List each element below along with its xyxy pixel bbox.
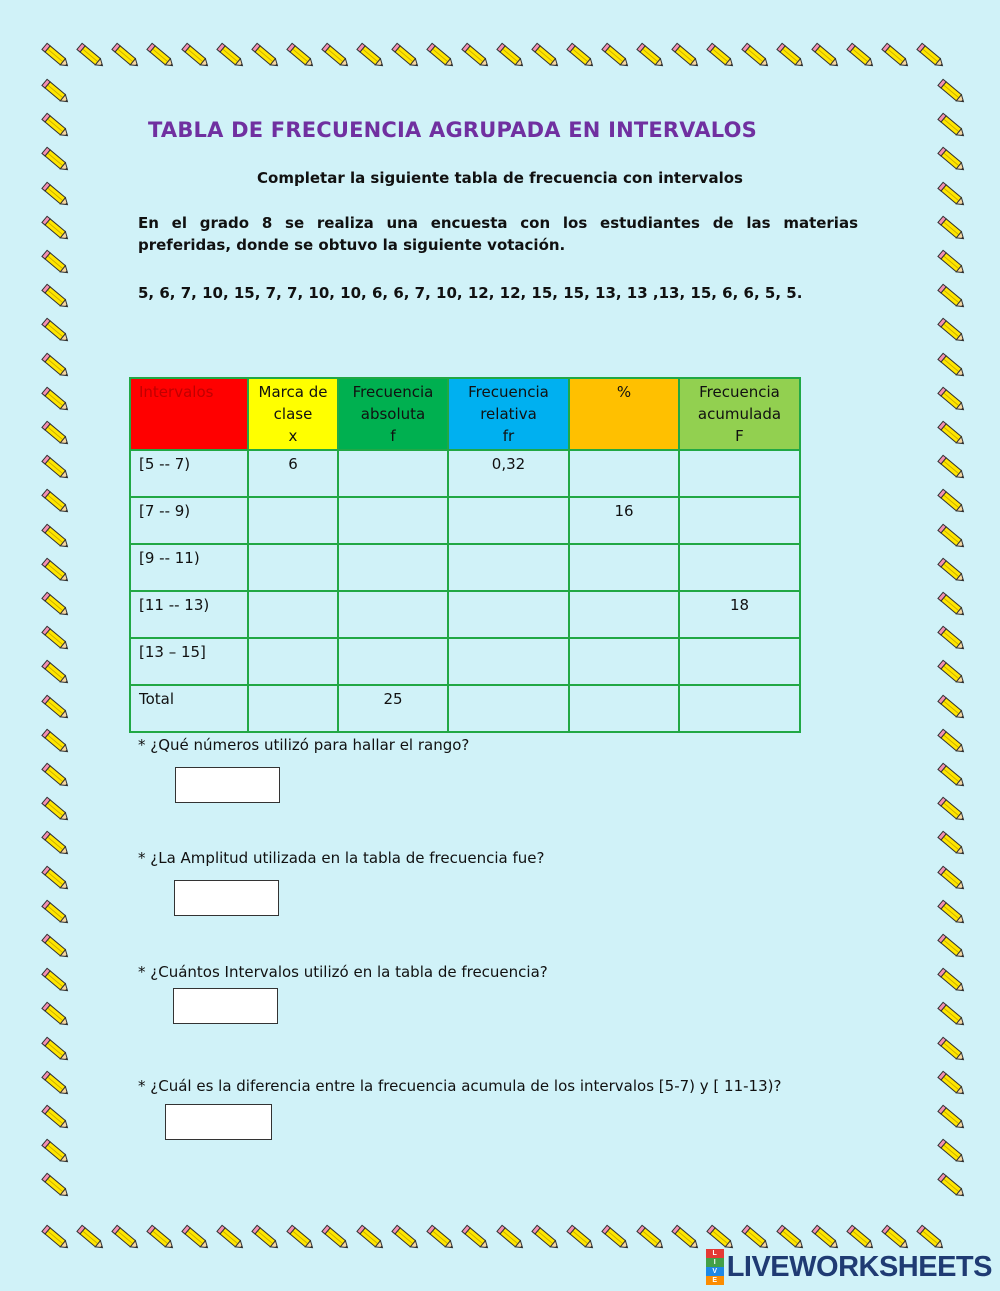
pencil-icon (934, 348, 970, 384)
table-cell[interactable] (679, 497, 800, 544)
table-cell[interactable] (569, 638, 679, 685)
pencil-icon (178, 1220, 214, 1256)
pencil-icon (388, 38, 424, 74)
header-line: f (390, 427, 396, 445)
table-row (130, 450, 800, 497)
question-intervalos: * ¿Cuántos Intervalos utilizó en la tabla de frecuencia? (138, 963, 548, 981)
liveworksheets-brand (706, 1249, 992, 1285)
logo-letter: L (706, 1249, 724, 1258)
pencil-icon (38, 587, 74, 623)
pencil-icon (493, 1220, 529, 1256)
pencil-icon (934, 382, 970, 418)
pencil-icon (934, 1134, 970, 1170)
pencil-icon (934, 587, 970, 623)
header-marca-clase (248, 378, 338, 450)
pencil-icon (934, 758, 970, 794)
pencil-icon (353, 1220, 389, 1256)
pencil-icon (934, 519, 970, 555)
pencil-icon (934, 211, 970, 247)
pencil-icon (934, 1032, 970, 1068)
pencil-icon (213, 1220, 249, 1256)
pencil-icon (703, 38, 739, 74)
table-cell[interactable] (448, 497, 569, 544)
table-cell[interactable] (569, 450, 679, 497)
pencil-icon (38, 553, 74, 589)
table-cell[interactable] (448, 544, 569, 591)
pencil-icon (353, 38, 389, 74)
answer-input-rango[interactable] (175, 767, 280, 803)
page-title: TABLA DE FRECUENCIA AGRUPADA EN INTERVALOS (148, 118, 757, 142)
pencil-icon (38, 1168, 74, 1204)
pencil-icon (493, 38, 529, 74)
table-header-row (130, 378, 800, 450)
table-cell[interactable] (248, 544, 338, 591)
header-line: Frecuencia (352, 383, 434, 401)
table-row (130, 591, 800, 638)
header-line: fr (502, 427, 515, 445)
pencil-icon (934, 929, 970, 965)
header-intervalos (130, 378, 248, 450)
pencil-icon (563, 1220, 599, 1256)
answer-input-diferencia[interactable] (165, 1104, 272, 1140)
pencil-icon (38, 758, 74, 794)
pencil-icon (38, 1032, 74, 1068)
pencil-icon (38, 1100, 74, 1136)
header-frecuencia-absoluta (338, 378, 448, 450)
pencil-icon (843, 38, 879, 74)
pencil-icon (38, 108, 74, 144)
table-cell[interactable]: 25 (338, 685, 448, 732)
pencil-icon (934, 74, 970, 110)
table-cell[interactable] (679, 685, 800, 732)
header-line: absoluta (360, 405, 426, 423)
pencil-icon (73, 1220, 109, 1256)
pencil-icon (934, 1100, 970, 1136)
table-cell[interactable] (338, 497, 448, 544)
pencil-icon (73, 38, 109, 74)
pencil-icon (934, 895, 970, 931)
pencil-icon (934, 1066, 970, 1102)
pencil-icon (38, 519, 74, 555)
pencil-icon (423, 38, 459, 74)
table-cell[interactable] (338, 638, 448, 685)
pencil-icon (38, 1066, 74, 1102)
pencil-icon (318, 38, 354, 74)
question-amplitud: * ¿La Amplitud utilizada en la tabla de frecuencia fue? (138, 849, 545, 867)
header-line: F (735, 427, 744, 445)
logo-letter: V (706, 1267, 724, 1276)
pencil-icon (38, 1134, 74, 1170)
pencil-icon (38, 245, 74, 281)
pencil-icon (38, 348, 74, 384)
interval-cell: Total (130, 685, 248, 732)
pencil-icon (668, 1220, 704, 1256)
frequency-table (129, 377, 801, 733)
pencil-icon (598, 38, 634, 74)
pencil-icon (38, 313, 74, 349)
interval-cell: [9 -- 11) (130, 544, 248, 591)
pencil-icon (934, 313, 970, 349)
intro-paragraph: En el grado 8 se realiza una encuesta con los estudiantes de las materias preferidas, donde se obtuvo la siguiente votación. (138, 214, 858, 254)
table-row (130, 685, 800, 732)
pencil-icon (913, 38, 949, 74)
pencil-icon (318, 1220, 354, 1256)
brand-name: LIVEWORKSHEETS (726, 1250, 992, 1283)
table-cell[interactable]: 6 (248, 450, 338, 497)
interval-cell: [5 -- 7) (130, 450, 248, 497)
header-line: Frecuencia (468, 383, 549, 401)
table-cell[interactable] (679, 544, 800, 591)
pencil-icon (934, 690, 970, 726)
table-cell[interactable] (248, 591, 338, 638)
pencil-icon (248, 1220, 284, 1256)
pencil-icon (738, 38, 774, 74)
table-row (130, 497, 800, 544)
pencil-icon (283, 1220, 319, 1256)
pencil-icon (934, 416, 970, 452)
liveworksheets-logo-icon (706, 1249, 724, 1285)
pencil-icon (934, 997, 970, 1033)
pencil-icon (934, 1168, 970, 1204)
logo-letter: E (706, 1276, 724, 1285)
table-cell[interactable]: 18 (679, 591, 800, 638)
header-line: clase (273, 405, 313, 423)
header-frecuencia-acumulada (679, 378, 800, 450)
pencil-icon (38, 382, 74, 418)
interval-cell: [7 -- 9) (130, 497, 248, 544)
pencil-icon (38, 690, 74, 726)
pencil-icon (528, 38, 564, 74)
pencil-icon (458, 38, 494, 74)
pencil-icon (38, 724, 74, 760)
pencil-icon (38, 929, 74, 965)
data-values: 5, 6, 7, 10, 15, 7, 7, 10, 10, 6, 6, 7, 10, 12, 12, 15, 15, 13, 13 ,13, 15, 6, 6, 5, 5. (138, 284, 803, 302)
pencil-icon (38, 861, 74, 897)
pencil-icon (38, 895, 74, 931)
pencil-icon (178, 38, 214, 74)
pencil-icon (38, 655, 74, 691)
pencil-icon (213, 38, 249, 74)
answer-input-intervalos[interactable] (173, 988, 278, 1024)
pencil-icon (423, 1220, 459, 1256)
pencil-icon (528, 1220, 564, 1256)
pencil-icon (633, 1220, 669, 1256)
table-cell[interactable] (569, 685, 679, 732)
pencil-icon (934, 724, 970, 760)
pencil-icon (38, 279, 74, 315)
pencil-icon (934, 245, 970, 281)
pencil-icon (934, 792, 970, 828)
pencil-icon (38, 963, 74, 999)
pencil-icon (38, 38, 74, 74)
pencil-icon (934, 826, 970, 862)
interval-cell: [11 -- 13) (130, 591, 248, 638)
table-row (130, 544, 800, 591)
pencil-icon (563, 38, 599, 74)
pencil-icon (38, 997, 74, 1033)
pencil-icon (38, 826, 74, 862)
pencil-icon (598, 1220, 634, 1256)
table-cell[interactable] (448, 685, 569, 732)
header-frecuencia-relativa (448, 378, 569, 450)
header-porcentaje (569, 378, 679, 450)
interval-cell: [13 – 15] (130, 638, 248, 685)
header-line: x (288, 427, 298, 445)
pencil-icon (934, 450, 970, 486)
pencil-icon (248, 38, 284, 74)
table-cell[interactable] (448, 638, 569, 685)
answer-input-amplitud[interactable] (174, 880, 279, 916)
pencil-icon (38, 484, 74, 520)
pencil-icon (38, 621, 74, 657)
pencil-icon (934, 655, 970, 691)
table-cell[interactable] (569, 544, 679, 591)
pencil-icon (878, 38, 914, 74)
header-line: Marca de (258, 383, 328, 401)
table-cell[interactable] (338, 544, 448, 591)
header-line: relativa (480, 405, 537, 423)
pencil-icon (934, 621, 970, 657)
pencil-icon (38, 1220, 74, 1256)
pencil-icon (38, 450, 74, 486)
logo-letter: I (706, 1258, 724, 1267)
pencil-icon (934, 553, 970, 589)
table-cell[interactable] (248, 685, 338, 732)
pencil-icon (143, 38, 179, 74)
table-cell[interactable] (248, 497, 338, 544)
table-cell[interactable] (679, 450, 800, 497)
table-cell[interactable]: 0,32 (448, 450, 569, 497)
pencil-icon (668, 38, 704, 74)
table-cell[interactable] (338, 450, 448, 497)
table-cell[interactable] (569, 591, 679, 638)
pencil-icon (143, 1220, 179, 1256)
pencil-icon (633, 38, 669, 74)
pencil-icon (808, 38, 844, 74)
pencil-icon (38, 792, 74, 828)
table-cell[interactable]: 16 (569, 497, 679, 544)
table-cell[interactable] (248, 638, 338, 685)
pencil-icon (38, 74, 74, 110)
pencil-icon (934, 108, 970, 144)
pencil-icon (934, 279, 970, 315)
pencil-icon (38, 211, 74, 247)
pencil-icon (108, 38, 144, 74)
pencil-icon (283, 38, 319, 74)
pencil-icon (934, 861, 970, 897)
header-line: acumulada (697, 405, 782, 423)
header-intervalos-label: Intervalos (139, 383, 214, 401)
table-row (130, 638, 800, 685)
header-line: % (616, 383, 632, 401)
question-rango: * ¿Qué números utilizó para hallar el rango? (138, 736, 470, 754)
table-cell[interactable] (679, 638, 800, 685)
table-cell[interactable] (448, 591, 569, 638)
table-cell[interactable] (338, 591, 448, 638)
pencil-icon (934, 963, 970, 999)
pencil-icon (934, 484, 970, 520)
pencil-icon (108, 1220, 144, 1256)
header-line: Frecuencia (699, 383, 780, 401)
pencil-icon (773, 38, 809, 74)
pencil-icon (388, 1220, 424, 1256)
pencil-icon (458, 1220, 494, 1256)
subtitle: Completar la siguiente tabla de frecuencia con intervalos (257, 169, 743, 187)
question-diferencia: * ¿Cuál es la diferencia entre la frecuencia acumula de los intervalos [5-7) y [ 11-13)? (138, 1077, 782, 1095)
pencil-icon (38, 416, 74, 452)
